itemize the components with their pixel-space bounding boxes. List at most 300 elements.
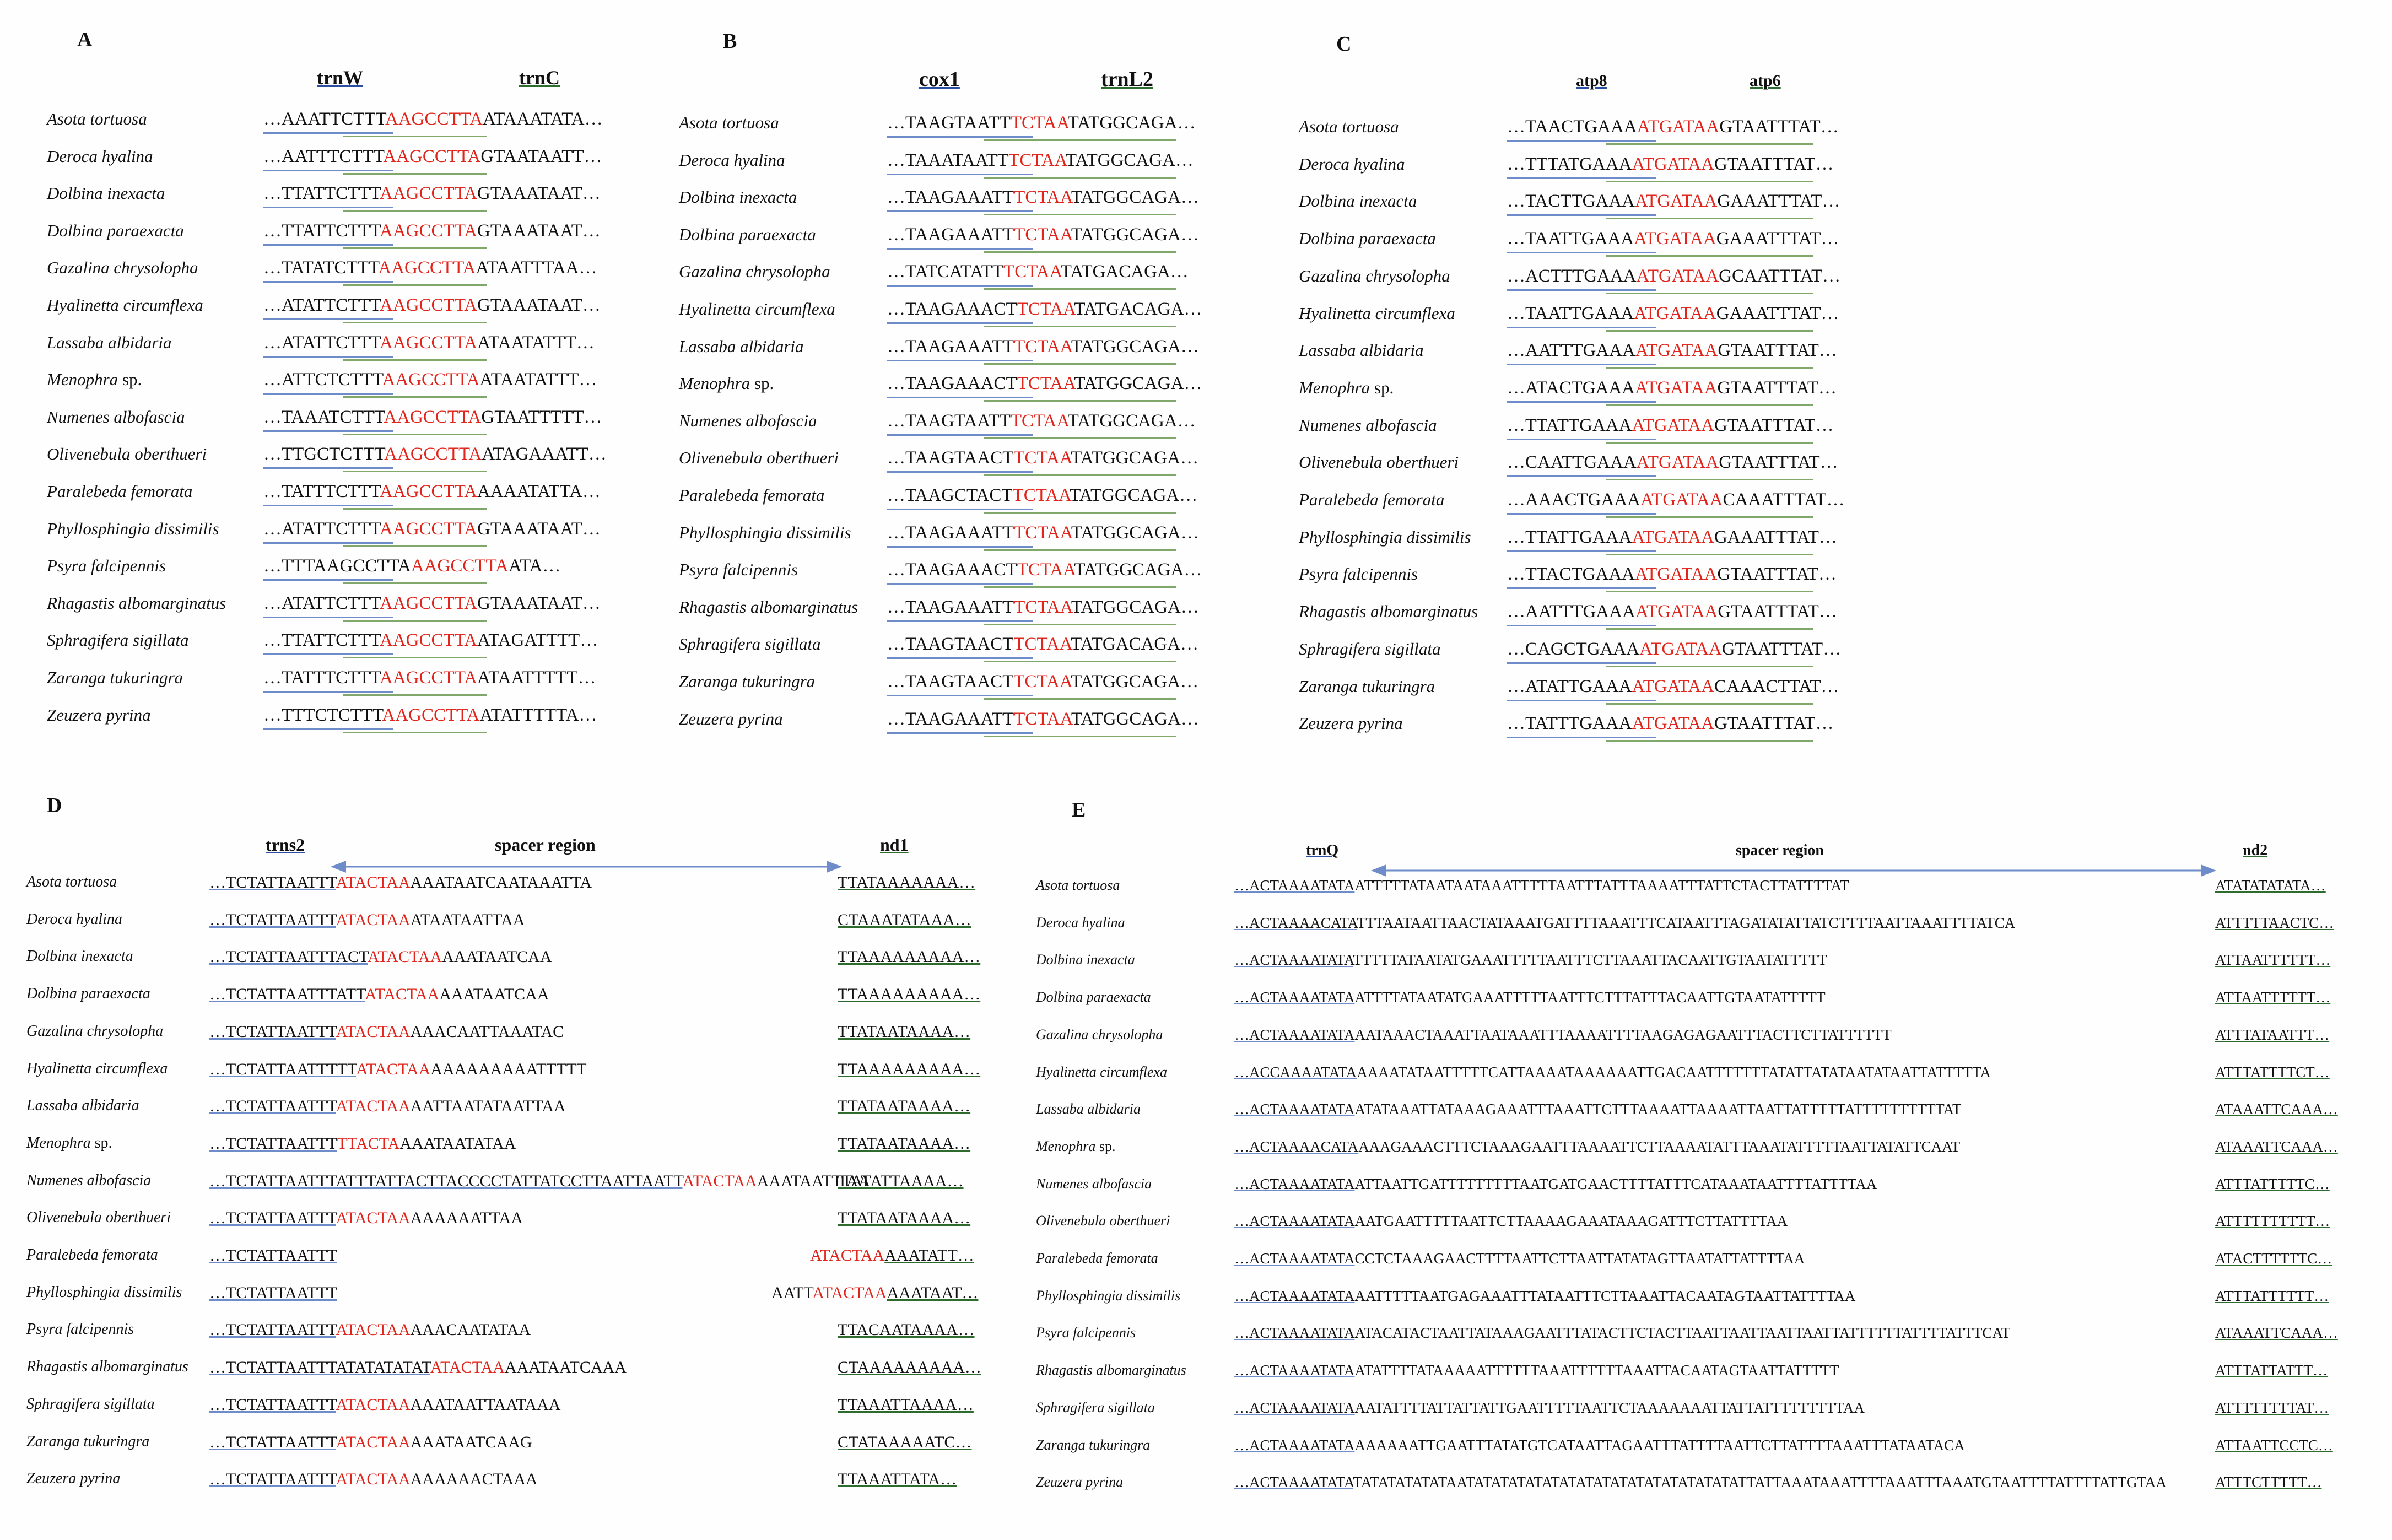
overlap-seq: AAGCCTTA [382,370,480,390]
overlap-seq: TCTAA [1010,410,1068,431]
b-gene-underline-left [887,210,1033,212]
overlap-seq: ATACTAA [336,1022,411,1041]
overlap-seq: ATGATAA [1635,341,1718,361]
a-sequence-row [263,630,598,651]
d-nd1-seq [810,1246,974,1265]
downstream-seq: GTAATTTAT… [1717,377,1837,398]
nd2-seq: ATAAATTCAAA… [2215,1138,2338,1155]
a-gene-underline-left [263,505,393,506]
trnq-seq: …ACTAAAATATA [1234,1287,1355,1304]
nd1-seq: TTACAATAAAA… [838,1321,975,1339]
d-species-10 [26,1246,158,1264]
species-name: Deroca hyalina [47,146,153,166]
downstream-seq: ATAATATTT… [479,370,597,390]
a-gene-underline-right [343,210,487,212]
trnq-seq: …ACTAAAACATA [1234,914,1357,931]
b-gene-underline-left [887,360,1033,361]
species-name: Zaranga tukuringra [1036,1436,1151,1453]
overlap-seq: ATACTAA [368,948,442,966]
overlap-seq: TCTAA [1003,262,1061,282]
spacer-seq: AAATAATCAA [442,948,552,966]
downstream-seq: TATGGCAGA… [1065,150,1194,170]
b-species-7 [679,374,774,393]
trns2-seq: …TCTATTAATTT [209,1097,336,1116]
overlap-seq: TCTAA [1012,485,1070,505]
downstream-seq: TATGGCAGA… [1071,672,1199,691]
upstream-seq: …TTATTCTTT [263,183,380,204]
trns2-seq: …TCTATTAATTTATATATATAT [209,1358,430,1377]
trnq-seq: …ACTAAAATATA [1234,1175,1355,1192]
b-sequence-row [887,411,1196,431]
c-sequence-row [1507,266,1840,287]
c-gene-underline-left [1507,475,1656,477]
a-species-7 [47,370,142,390]
species-name: Gazalina chrysolopha [26,1022,164,1040]
e-sequence-row [1234,915,2015,932]
species-name: Asota tortuosa [1299,117,1399,136]
d-species-8 [26,1172,151,1190]
c-species-8 [1299,415,1437,435]
upstream-seq: …ATATTCTTT [263,593,380,613]
gene-label-nd1: nd1 [880,835,909,855]
b-species-4 [679,262,830,282]
upstream-seq: …ATATTGAAA [1507,676,1632,696]
overlap-seq: TCTAA [1017,560,1074,580]
trns2-seq: …TCTATTAATTTATT [209,985,365,1004]
downstream-seq: GTAATTTAT… [1714,154,1834,174]
overlap-seq: TCTAA [1014,522,1071,543]
d-nd1-seq [838,1358,981,1377]
a-gene-underline-left [263,542,393,544]
d-sequence-row [209,1209,523,1228]
d-sequence-row [209,911,525,930]
d-nd1-seq [838,1134,970,1153]
species-name: Phyllosphingia dissimilis [679,522,851,542]
overlap-seq: ATACTAA [810,1246,885,1265]
a-gene-underline-left [263,281,393,283]
d-sequence-row [209,1060,587,1079]
overlap-seq: ATACTAA [336,1097,411,1116]
downstream-seq: GTAATTTAT… [1714,415,1834,435]
downstream-seq: TATGGCAGA… [1071,448,1199,468]
overlap-seq: ATACTAA [336,1209,411,1228]
d-sequence-row [209,1023,564,1041]
b-gene-underline-left [887,136,1033,138]
d-nd1-seq [838,1023,970,1041]
overlap-seq: AAGCCTTA [380,630,478,651]
downstream-seq: ATAGAAATT… [482,444,607,464]
species-name: Dolbina inexacta [1036,952,1135,968]
species-name: Phyllosphingia dissimilis [1036,1287,1181,1304]
overlap-seq: AAGCCTTA [411,556,509,576]
a-species-8 [47,407,185,427]
a-gene-underline-right [343,732,487,733]
trns2-seq: …TCTATTAATTT [209,1022,336,1041]
d-nd1-seq [838,985,980,1004]
overlap-seq: TCTAA [1014,336,1071,356]
upstream-seq: …TAAGAAATT [887,709,1014,729]
c-species-0 [1299,117,1399,137]
species-name: Psyra falcipennis [679,560,798,580]
upstream-seq: …TAAGCTACT [887,485,1013,505]
b-species-1 [679,150,785,170]
upstream-seq: …TAAGAAATT [887,597,1014,617]
c-species-1 [1299,154,1405,174]
e-species-7 [1036,1138,1115,1155]
b-sequence-row [887,523,1199,543]
b-gene-underline-right [984,549,1176,551]
e-nd2-seq [2215,1176,2330,1193]
species-name: Dolbina paraexacta [679,224,816,244]
a-sequence-row [263,147,602,167]
overlap-seq: ATGATAA [1632,154,1715,174]
e-nd2-seq [2215,989,2330,1006]
spacer-seq: AAATAATCAAA [504,1358,627,1377]
a-gene-underline-left [263,430,393,432]
species-name: Rhagastis albomarginatus [1036,1362,1186,1379]
upstream-seq: …TTTAAGCCTTA [263,556,411,576]
b-gene-underline-left [887,732,1033,734]
species-name: Sphragifera sigillata [1299,639,1441,658]
upstream-seq: …TATTTGAAA [1507,714,1632,734]
species-name: Menophra [47,370,118,390]
d-nd1-seq [838,1470,957,1489]
e-sequence-row [1234,1399,1865,1417]
species-name: Olivenebula oberthueri [679,448,839,468]
species-name: Asota tortuosa [1036,877,1120,893]
trns2-seq: …TCTATTAATTT [209,873,336,891]
spacer-region-label-e: spacer region [1736,842,1824,859]
a-gene-underline-right [343,508,487,510]
spacer-seq: AATAAACTAAATTAATAAATTTAAAATTTTAAGAGAGAATTTACTTCTTATTTTTT [1354,1026,1892,1043]
a-gene-underline-left [263,207,393,208]
overlap-seq: ATACTAA [356,1060,431,1078]
nd1-seq: TTAAATTAAAA… [838,1395,974,1414]
c-sequence-row [1507,564,1837,585]
d-sequence-row [209,1321,531,1339]
upstream-seq: …AATTTGAAA [1507,602,1635,622]
b-gene-underline-left [887,285,1033,287]
downstream-seq: GAAATTTAT… [1714,527,1837,547]
upstream-seq: …TAAATAATT [887,150,1009,170]
trns2-seq: …TCTATTAATTT [209,1283,337,1302]
d-species-15 [26,1433,149,1451]
b-sequence-row [887,485,1197,506]
downstream-seq: GTAAATAAT… [477,593,601,613]
d-sequence-row [209,1396,560,1414]
a-sequence-row [263,183,601,204]
b-sequence-row [887,634,1198,655]
species-name: Lassaba albidaria [1299,341,1424,360]
species-name: Lassaba albidaria [1036,1101,1141,1117]
spacer-seq: TATATATATATAATATATATATATATATATATATATATATATATATTATTAAATAAATTTTAAATTTAAATGTAATTTTATTTTATTGTAA [1353,1474,2167,1491]
b-species-8 [679,411,817,431]
overlap-seq: TCTAA [1014,709,1071,729]
trns2-seq: …TCTATTAATTTATTTATTACTTACCCCTATTATCCTTAATTAATT [209,1171,683,1190]
spacer-seq: AAATAATATAA [399,1134,516,1153]
c-gene-underline-left [1507,364,1656,365]
spacer-seq: AAAAAATTGAATTTATATGTCATAATTAGAATTTATTTTAATTCTTATTTTAAATTTATAATACA [1354,1436,1965,1453]
species-name: Asota tortuosa [26,873,117,890]
trnq-seq: …ACTAAAATATA [1234,952,1353,969]
b-gene-underline-left [887,397,1033,398]
a-gene-underline-right [343,471,487,472]
overlap-seq: TCTAA [1013,634,1071,655]
a-gene-underline-right [343,620,487,622]
downstream-seq: GTAAATAAT… [477,220,601,241]
e-nd2-seq [2215,1250,2332,1267]
downstream-seq: GTAATTTAT… [1719,452,1838,473]
e-nd2-seq [2215,1325,2338,1342]
e-species-12 [1036,1325,1136,1341]
upstream-seq: …TTATTCTTT [263,630,380,651]
species-name: Menophra [1036,1138,1096,1154]
overlap-seq: ATGATAA [1636,452,1719,473]
species-name: Zeuzera pyrina [1299,714,1403,733]
upstream-seq: …ATATTCTTT [263,295,380,315]
e-species-10 [1036,1250,1158,1267]
downstream-seq: GTAATTTAT… [1721,639,1842,659]
spacer-seq: AAAAAATTAA [410,1209,523,1228]
c-gene-underline-right [1606,330,1813,332]
species-name: Gazalina chrysolopha [47,258,198,278]
d-species-4 [26,1023,163,1040]
overlap-seq: TCTAA [1008,150,1066,170]
species-name: Zeuzera pyrina [47,705,151,725]
d-species-5 [26,1060,168,1078]
b-gene-underline-right [984,177,1176,179]
species-name: Hyalinetta circumflexa [1036,1063,1168,1080]
b-species-5 [679,299,835,319]
a-species-14 [47,630,189,650]
species-name: Rhagastis albomarginatus [1299,602,1478,622]
downstream-seq: TATGGCAGA… [1071,709,1199,729]
downstream-seq: GTAATTTAT… [1718,602,1837,622]
trnq-seq: …ACTAAAATATA [1234,1362,1355,1379]
b-gene-underline-right [984,698,1176,700]
c-gene-underline-right [1606,740,1813,742]
a-species-10 [47,482,192,501]
c-gene-underline-right [1606,554,1813,555]
e-species-8 [1036,1176,1152,1192]
panel-label-d: D [47,794,62,817]
c-sequence-row [1507,191,1840,212]
overlap-seq: TCTAA [1013,672,1071,691]
upstream-seq: …ATATTCTTT [263,332,380,353]
overlap-seq: ATGATAA [1636,266,1719,286]
upstream-seq: …ATATTCTTT [263,518,380,539]
c-sequence-row [1507,527,1837,548]
species-name: Gazalina chrysolopha [679,262,830,282]
c-gene-underline-right [1606,218,1813,219]
b-gene-underline-left [887,174,1033,175]
e-nd2-seq [2215,1399,2329,1417]
d-species-1 [26,911,122,928]
overlap-seq: ATACTAA [336,1395,411,1414]
gene-label-atp8: atp8 [1576,72,1607,90]
d-sequence-row [209,1246,337,1265]
c-gene-underline-left [1507,700,1656,701]
trnq-seq: …ACTAAAATATA [1234,1474,1353,1491]
species-name: Zaranga tukuringra [679,672,816,691]
overlap-seq: ATGATAA [1635,564,1718,585]
nd1-seq: TTAAAAAAAAA… [838,1060,981,1078]
spacer-seq: TTTAATAATTAACTATAAATGATTTTAAATTTCATAATTTAGATATATTATCTTTTAATTAAATTTTATCA [1357,914,2016,931]
downstream-seq: CAAATTTAT… [1723,490,1845,510]
c-species-2 [1299,191,1417,211]
upstream-seq: …TATCATATT [887,262,1004,282]
d-nd1-seq [838,948,980,966]
overlap-seq: ATACTAA [430,1358,505,1377]
d-nd1-seq [838,1172,964,1191]
trnq-seq: …ACTAAAATATA [1234,1399,1355,1416]
spacer-seq: TTTTTATAATATGAAATTTTTAATTTCTTAAATTACAATTGTAATATTTTT [1353,952,1827,969]
overlap-seq: TCTAA [1013,448,1071,468]
species-name: Gazalina chrysolopha [1299,266,1450,285]
upstream-seq: …TACTTGAAA [1507,191,1635,212]
nd1-seq: CTAAATATAAA… [838,910,971,929]
gene-label-trns2: trns2 [266,835,305,855]
downstream-seq: GTAATAATT… [480,146,602,166]
c-gene-underline-left [1507,439,1656,440]
d-nd1-seq [838,1060,980,1079]
upstream-seq: …TTATTGAAA [1507,527,1632,547]
a-gene-underline-left [263,356,393,358]
overlap-seq: AAGCCTTA [383,146,481,166]
c-gene-underline-left [1507,550,1656,552]
downstream-seq: ATAGATTTT… [477,630,598,651]
species-name: Olivenebula oberthueri [1036,1213,1170,1229]
c-gene-underline-left [1507,737,1656,738]
overlap-seq: ATGATAA [1640,490,1723,510]
species-name: Psyra falcipennis [1299,564,1418,584]
panel-label-e: E [1072,798,1086,822]
overlap-seq: AAGCCTTA [384,407,482,427]
nd1-seq: CTATAAAAATC… [838,1433,972,1451]
c-gene-underline-right [1606,666,1813,667]
nd2-seq: ATTTTTTTTAT… [2215,1399,2329,1416]
a-species-0 [47,109,147,129]
c-species-15 [1299,677,1435,696]
upstream-seq: …CAGCTGAAA [1507,639,1640,659]
overlap-seq: TCTAA [1014,187,1071,208]
overlap-seq: AAGCCTTA [380,593,478,613]
species-name: Sphragifera sigillata [47,630,189,650]
spacer-seq: AATTAATATAATTAA [410,1097,566,1116]
downstream-seq: GAAATTTAT… [1716,229,1839,249]
nd1-seq: CTAAAAAAAAA… [838,1358,981,1377]
d-sequence-row [209,1358,627,1377]
b-species-10 [679,485,824,505]
upstream-seq: …TAACTGAAA [1507,117,1637,137]
e-nd2-seq [2215,1474,2321,1491]
downstream-seq: GTAAATAAT… [477,183,601,204]
overlap-seq: ATACTAA [812,1283,887,1302]
upstream-seq: …TAAGTAATT [887,410,1011,431]
trns2-seq: …TCTATTAATTT [209,1433,336,1451]
a-species-16 [47,705,151,725]
species-name: Numenes albofascia [679,410,817,430]
panel-label-b: B [723,30,737,53]
e-sequence-row [1234,1138,1960,1155]
b-sequence-row [887,337,1199,357]
spacer-seq: AAAATATAATTTTTCATTAAAATAAAAAATTGACAATTTTTTTATATTATATAATATAATTATTTTTA [1357,1063,1991,1080]
a-sequence-row [263,258,597,278]
a-sequence-row [263,370,597,390]
a-gene-underline-right [343,434,487,435]
spacer-seq: AAAGAAACTTTCTAAAGAATTTAAAATTCTTAAAATATTTAAATATTTTTAATTATATTCAAT [1358,1138,1961,1155]
a-species-4 [47,258,198,278]
upstream-seq: …TAAGAAACT [887,560,1017,580]
c-gene-underline-left [1507,662,1656,664]
b-sequence-row [887,597,1199,618]
downstream-seq: GAAATTTAT… [1716,303,1839,323]
overlap-seq: AAGCCTTA [385,109,483,129]
nd2-seq: ATAAATTCAAA… [2215,1101,2338,1118]
overlap-seq: TCTAA [1017,299,1074,319]
c-species-9 [1299,452,1459,472]
trnq-seq: …ACTAAAATATA [1234,1213,1355,1230]
b-sequence-row [887,187,1199,208]
c-gene-underline-right [1606,479,1813,480]
c-species-13 [1299,602,1478,622]
d-species-9 [26,1209,171,1226]
c-gene-underline-right [1606,628,1813,630]
upstream-seq: …CAATTGAAA [1507,452,1637,473]
a-gene-underline-right [343,657,487,658]
trns2-seq: …TCTATTAATTT [209,1246,337,1265]
a-gene-underline-left [263,318,393,320]
nd1-seq: TTATAATAAAA… [838,1134,971,1153]
upstream-seq: …ATACTGAAA [1507,377,1635,398]
b-species-14 [679,634,821,654]
nd2-seq: ATAAATTCAAA… [2215,1325,2338,1342]
c-gene-underline-right [1606,442,1813,444]
downstream-seq: ATAATTTTT… [477,668,596,688]
c-gene-underline-left [1507,625,1656,626]
a-species-9 [47,444,207,464]
d-sequence-row [209,1284,337,1303]
species-name: Rhagastis albomarginatus [26,1358,188,1376]
b-species-11 [679,523,851,543]
species-name: Phyllosphingia dissimilis [26,1283,182,1301]
nd1-seq: TTATAAAAAAA… [838,873,976,891]
downstream-seq: ATAATTTAA… [476,258,597,278]
e-nd2-seq [2215,1437,2333,1454]
spacer-seq: ATTTTTATAATAATAAATTTTTAATTTATTTAAAATTTATTCTACTTATTTTAT [1354,877,1849,894]
nd2-seq: ATTTATTATTT… [2215,1362,2328,1379]
d-species-0 [26,873,117,891]
c-sequence-row [1507,341,1837,361]
overlap-seq: ATGATAA [1635,377,1718,398]
nd1-seq: TTATAATAAAA… [838,1097,971,1116]
downstream-seq: TATGGCAGA… [1067,113,1196,133]
spacer-seq: AAAAAAAAATTTTT [430,1060,587,1078]
a-gene-underline-right [343,396,487,398]
b-gene-underline-left [887,248,1033,250]
e-sequence-row [1234,1101,1962,1118]
downstream-seq: GTAATTTAT… [1714,714,1834,734]
nd2-seq: ATTTATTTTTC… [2215,1175,2330,1192]
overlap-seq: AAGCCTTA [380,668,478,688]
nd2-seq: ATTAATTCCTC… [2215,1436,2333,1453]
c-sequence-row [1507,304,1839,324]
upstream-seq: …TAAGTAACT [887,634,1014,655]
spacer-seq: ATTTTATAATATGAAATTTTTAATTTCTTTATTTACAATTGTAATATTTTT [1354,989,1826,1006]
a-gene-underline-right [343,136,487,137]
spacer-seq: AATGAATTTTTAATTCTTAAAAGAAATAAAGATTTCTTATTTTAA [1354,1213,1788,1230]
spacer-seq: AAATAATTAATAAA [410,1395,561,1414]
